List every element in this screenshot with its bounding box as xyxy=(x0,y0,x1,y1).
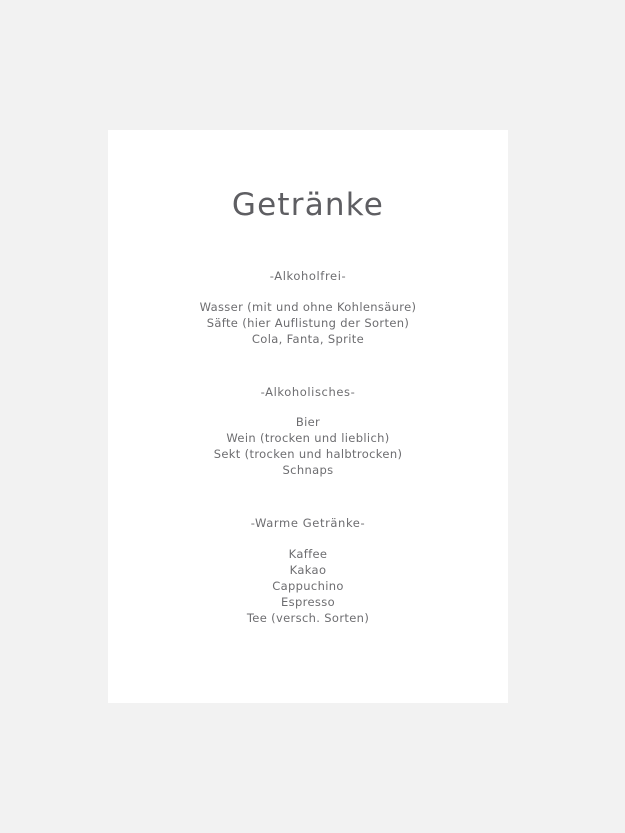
menu-item: Wasser (mit und ohne Kohlensäure) xyxy=(199,299,417,314)
menu-item: Cappuchino xyxy=(272,578,344,593)
drinks-menu xyxy=(108,130,508,703)
page-title: Getränke xyxy=(231,187,385,223)
spacer-heading-0 xyxy=(108,283,508,299)
menu-section-alkoholisches xyxy=(108,384,508,479)
spacer-heading-2 xyxy=(108,530,508,546)
menu-item: Kaffee xyxy=(288,546,328,561)
menu-section-warme-getraenke xyxy=(108,518,508,626)
menu-item: Sekt (trocken und halbtrocken) xyxy=(213,447,403,461)
menu-item: Bier xyxy=(295,415,321,429)
menu-item: Säfte (hier Auflistung der Sorten) xyxy=(206,315,410,330)
menu-item: Espresso xyxy=(281,594,335,609)
section-heading-alkoholfrei: -Alkoholfrei- xyxy=(269,269,347,283)
menu-item: Kakao xyxy=(289,562,327,577)
section-heading-warme-getraenke: -Warme Getränke- xyxy=(250,516,366,530)
menu-section-alkoholfrei xyxy=(108,271,508,347)
section-heading-alkoholisches: -Alkoholisches- xyxy=(260,384,356,399)
menu-item: Tee (versch. Sorten) xyxy=(246,610,370,625)
spacer-heading-1 xyxy=(108,398,508,414)
menu-item: Schnaps xyxy=(282,463,334,477)
menu-item: Wein (trocken und lieblich) xyxy=(226,431,390,445)
menu-card xyxy=(108,130,508,703)
menu-item: Cola, Fanta, Sprite xyxy=(251,331,365,346)
